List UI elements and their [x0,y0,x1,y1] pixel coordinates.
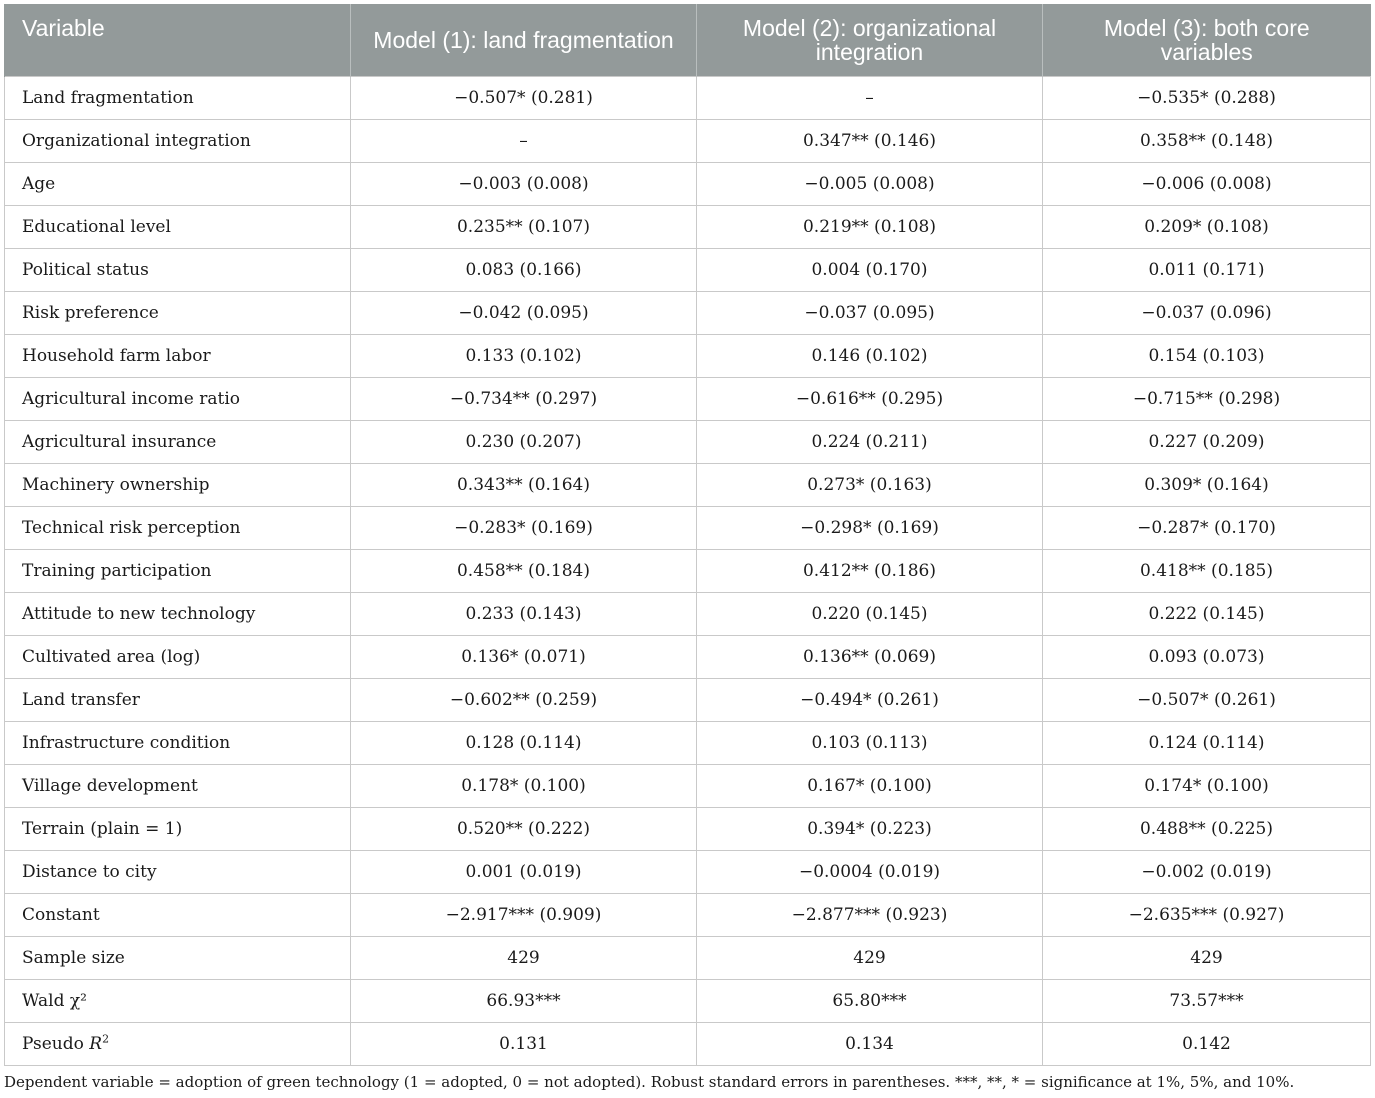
model-1-value-cell: 0.131 [351,1022,697,1065]
model-1-value-cell: −0.507* (0.281) [351,76,697,119]
model-2-value-cell: −0.0004 (0.019) [697,850,1043,893]
table-row [5,635,1371,678]
model-1-value-cell: −0.042 (0.095) [351,291,697,334]
label-italic: R [89,1033,103,1054]
model-1-value-cell: 0.343** (0.164) [351,463,697,506]
model-2-value-cell: −0.298* (0.169) [697,506,1043,549]
header-model-2: Model (2): organizational integration [697,4,1043,76]
variable-name-cell: Training participation [5,549,351,592]
variable-name-cell: Educational level [5,205,351,248]
table-body [5,76,1371,1065]
model-3-value-cell: 0.418** (0.185) [1043,549,1371,592]
variable-name-cell: Age [5,162,351,205]
variable-name-cell: Machinery ownership [5,463,351,506]
model-3-value-cell: 429 [1043,936,1371,979]
table-header [5,4,1371,76]
model-2-value-cell: – [697,76,1043,119]
table-row [5,549,1371,592]
header-row [5,4,1371,76]
model-3-value-cell: 0.142 [1043,1022,1371,1065]
table-row [5,506,1371,549]
model-3-value-cell: −0.006 (0.008) [1043,162,1371,205]
model-2-value-cell: 0.220 (0.145) [697,592,1043,635]
variable-name-cell: Household farm labor [5,334,351,377]
model-2-value-cell: −0.005 (0.008) [697,162,1043,205]
model-2-value-cell: −0.494* (0.261) [697,678,1043,721]
variable-name-cell: Infrastructure condition [5,721,351,764]
model-3-value-cell: 0.209* (0.108) [1043,205,1371,248]
variable-name-cell: Village development [5,764,351,807]
model-2-value-cell: 0.136** (0.069) [697,635,1043,678]
table-row [5,678,1371,721]
model-1-value-cell: 0.133 (0.102) [351,334,697,377]
table-row [5,764,1371,807]
model-2-value-cell: 0.273* (0.163) [697,463,1043,506]
model-3-value-cell: 0.093 (0.073) [1043,635,1371,678]
model-2-value-cell: 0.394* (0.223) [697,807,1043,850]
table-row [5,721,1371,764]
table-row [5,334,1371,377]
model-1-value-cell: −0.003 (0.008) [351,162,697,205]
model-1-value-cell: 0.001 (0.019) [351,850,697,893]
model-1-value-cell: 0.178* (0.100) [351,764,697,807]
model-1-value-cell: −0.734** (0.297) [351,377,697,420]
variable-name-cell: Attitude to new technology [5,592,351,635]
table-row [5,420,1371,463]
model-3-value-cell: 0.222 (0.145) [1043,592,1371,635]
model-3-value-cell: 0.174* (0.100) [1043,764,1371,807]
table-row [5,162,1371,205]
model-1-value-cell: – [351,119,697,162]
variable-name-cell: Constant [5,893,351,936]
model-3-value-cell: 0.488** (0.225) [1043,807,1371,850]
model-1-value-cell: 0.458** (0.184) [351,549,697,592]
variable-name-cell: Technical risk perception [5,506,351,549]
variable-name-cell: Agricultural income ratio [5,377,351,420]
regression-table-container [4,4,1370,1066]
model-2-value-cell: 429 [697,936,1043,979]
model-1-value-cell: 0.128 (0.114) [351,721,697,764]
label-superscript: 2 [102,1031,110,1045]
table-row [5,291,1371,334]
variable-name-cell: Sample size [5,936,351,979]
model-1-value-cell: −0.602** (0.259) [351,678,697,721]
model-2-value-cell: 0.224 (0.211) [697,420,1043,463]
variable-name-cell: Risk preference [5,291,351,334]
model-1-value-cell: −2.917*** (0.909) [351,893,697,936]
model-1-value-cell: 0.235** (0.107) [351,205,697,248]
model-3-value-cell: −0.287* (0.170) [1043,506,1371,549]
table-row [5,893,1371,936]
table-row [5,1022,1371,1065]
model-2-value-cell: 0.219** (0.108) [697,205,1043,248]
model-1-value-cell: 0.520** (0.222) [351,807,697,850]
model-2-value-cell: 0.146 (0.102) [697,334,1043,377]
model-3-value-cell: −0.507* (0.261) [1043,678,1371,721]
table-footnote: Dependent variable = adoption of green technology (1 = adopted, 0 = not adopted). Robust standard errors in parentheses. ***, **, * = significance at 1%, 5%, and 10%. [4,1073,1295,1091]
table-row [5,76,1371,119]
model-3-value-cell: −0.535* (0.288) [1043,76,1371,119]
variable-name-cell: Organizational integration [5,119,351,162]
model-3-value-cell: −0.002 (0.019) [1043,850,1371,893]
model-3-value-cell: 0.124 (0.114) [1043,721,1371,764]
variable-name-cell: Cultivated area (log) [5,635,351,678]
variable-name-cell: Land transfer [5,678,351,721]
model-2-value-cell: 0.167* (0.100) [697,764,1043,807]
model-3-value-cell: −2.635*** (0.927) [1043,893,1371,936]
model-3-value-cell: 0.154 (0.103) [1043,334,1371,377]
table-row [5,119,1371,162]
table-row [5,205,1371,248]
model-1-value-cell: 0.083 (0.166) [351,248,697,291]
header-variable: Variable [5,4,351,76]
header-model-3: Model (3): both core variables [1043,4,1371,76]
model-2-value-cell: −0.616** (0.295) [697,377,1043,420]
model-3-value-cell: −0.037 (0.096) [1043,291,1371,334]
model-2-value-cell: 0.004 (0.170) [697,248,1043,291]
model-3-value-cell: −0.715** (0.298) [1043,377,1371,420]
model-2-value-cell: 0.103 (0.113) [697,721,1043,764]
model-3-value-cell: 0.227 (0.209) [1043,420,1371,463]
table-row [5,592,1371,635]
label-prefix: Pseudo [22,1033,90,1054]
variable-name-cell: Land fragmentation [5,76,351,119]
model-1-value-cell: 66.93*** [351,979,697,1022]
variable-name-cell: Wald χ² [5,979,351,1022]
model-2-value-cell: −2.877*** (0.923) [697,893,1043,936]
table-row [5,248,1371,291]
variable-name-cell: Agricultural insurance [5,420,351,463]
regression-table [4,4,1371,1066]
model-1-value-cell: 429 [351,936,697,979]
model-2-value-cell: 0.412** (0.186) [697,549,1043,592]
model-1-value-cell: −0.283* (0.169) [351,506,697,549]
model-1-value-cell: 0.136* (0.071) [351,635,697,678]
model-2-value-cell: 65.80*** [697,979,1043,1022]
table-row [5,936,1371,979]
model-1-value-cell: 0.233 (0.143) [351,592,697,635]
variable-name-cell [5,1022,351,1065]
model-3-value-cell: 73.57*** [1043,979,1371,1022]
model-2-value-cell: 0.134 [697,1022,1043,1065]
table-row [5,463,1371,506]
variable-name-cell: Terrain (plain = 1) [5,807,351,850]
table-row [5,850,1371,893]
variable-name-cell: Distance to city [5,850,351,893]
model-3-value-cell: 0.309* (0.164) [1043,463,1371,506]
table-row [5,377,1371,420]
table-row [5,979,1371,1022]
model-1-value-cell: 0.230 (0.207) [351,420,697,463]
variable-name-cell: Political status [5,248,351,291]
model-2-value-cell: −0.037 (0.095) [697,291,1043,334]
header-model-1: Model (1): land fragmentation [351,4,697,76]
model-3-value-cell: 0.358** (0.148) [1043,119,1371,162]
model-3-value-cell: 0.011 (0.171) [1043,248,1371,291]
model-2-value-cell: 0.347** (0.146) [697,119,1043,162]
table-row [5,807,1371,850]
